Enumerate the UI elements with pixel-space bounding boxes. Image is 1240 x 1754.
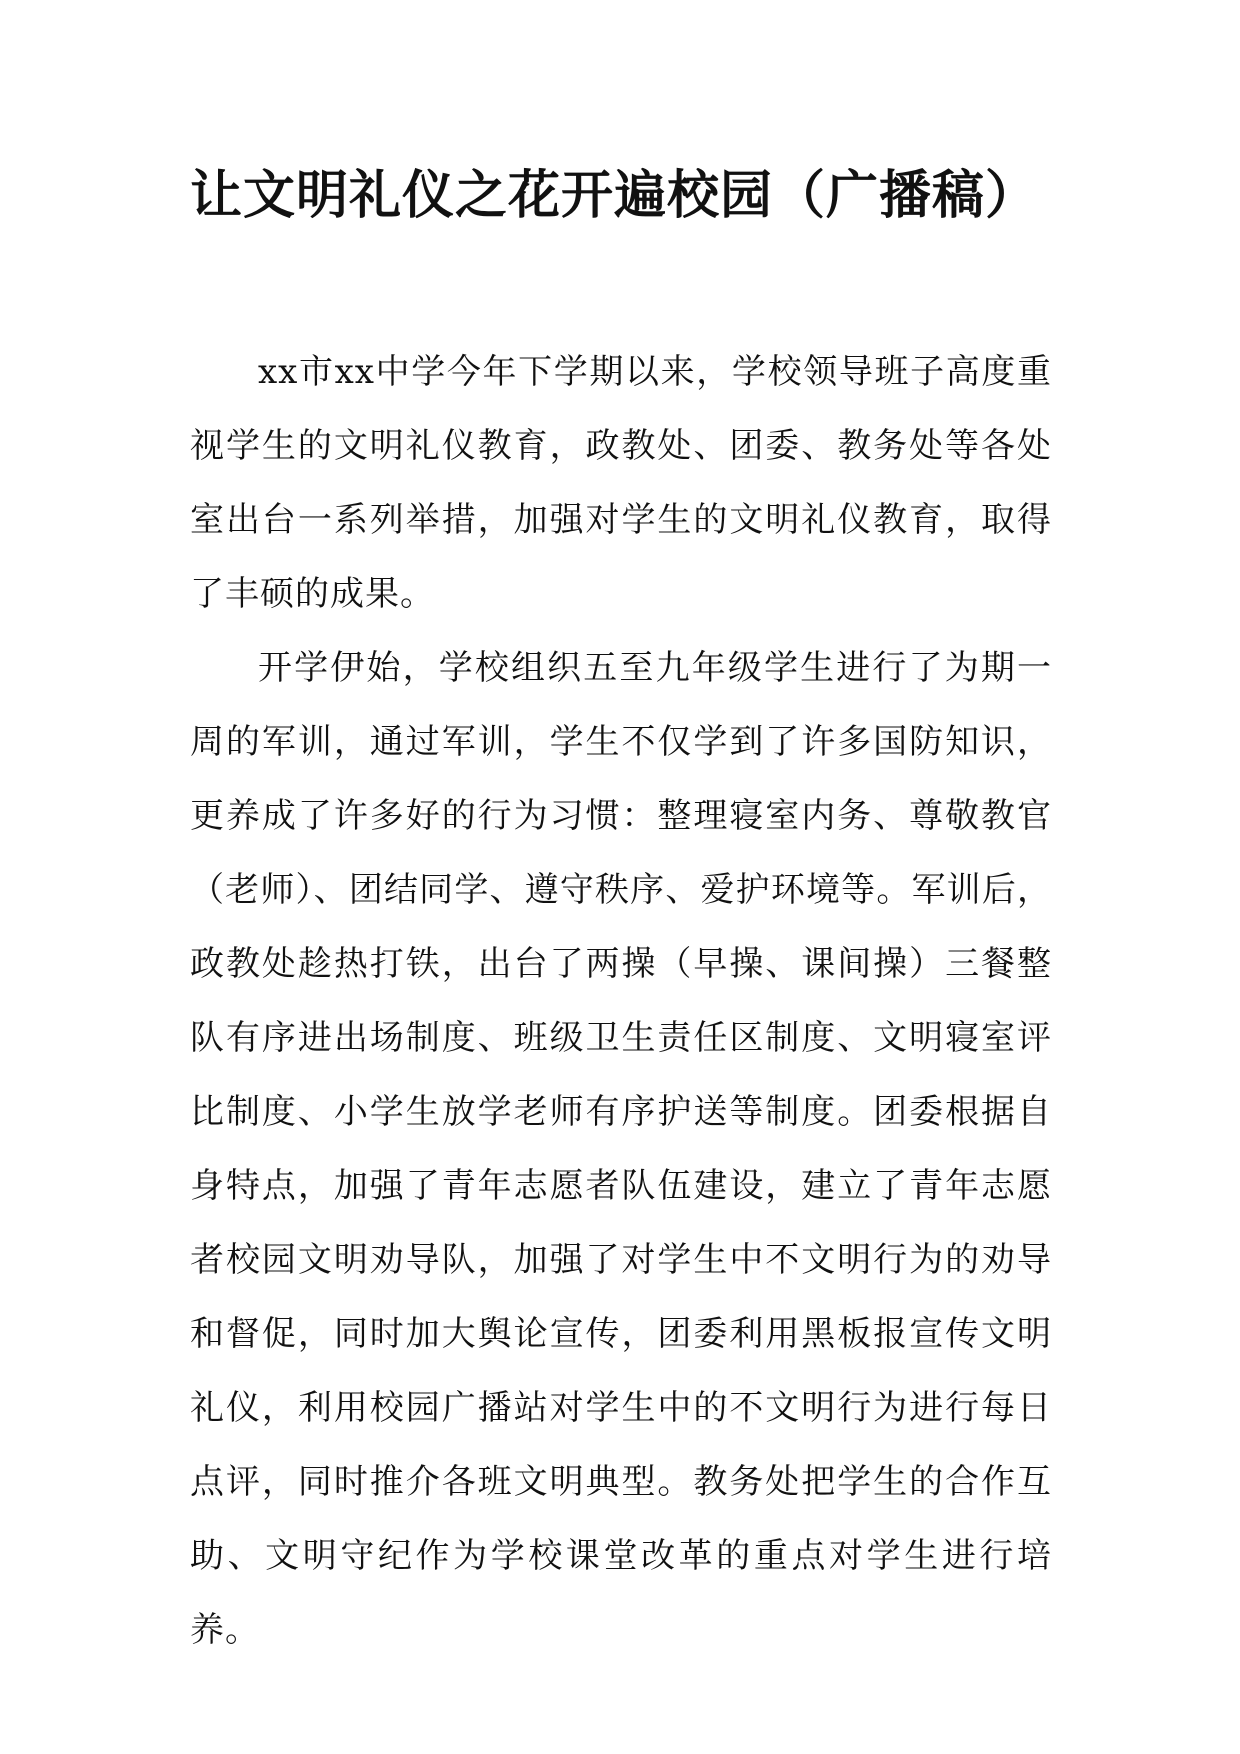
document-title: 让文明礼仪之花开遍校园（广播稿） — [190, 165, 1039, 226]
paragraph-intro: xx市xx中学今年下学期以来，学校领导班子高度重视学生的文明礼仪教育，政教处、团委、教务处等各处室出台一系列举措，加强对学生的文明礼仪教育，取得了丰硕的成果。 — [190, 352, 1052, 614]
paragraph-measures: 开学伊始，学校组织五至九年级学生进行了为期一周的军训，通过军训，学生不仅学到了许多国防知识，更养成了许多好的行为习惯：整理寝室内务、尊敬教官（老师）、团结同学、遵守秩序、爱护环境等。军训后，政教处趁热打铁，出台了两操（早操、课间操）三餐整队有序进出场制度、班级卫生责任区制度、文明寝室评比制度、小学生放学老师有序护送等制度。团委根据自身特点，加强了青年志愿者队伍建设，建立了青年志愿者校园文明劝导队，加强了对学生中不文明行为的劝导和督促，同时加大舆论宣传，团委利用黑板报宣传文明礼仪，利用校园广播站对学生中的不文明行为进行每日点评，同时推介各班文明典型。教务处把学生的合作互助、文明守纪作为学校课堂改革的重点对学生进行培养。 — [190, 648, 1052, 1650]
document-body — [190, 335, 1052, 1667]
